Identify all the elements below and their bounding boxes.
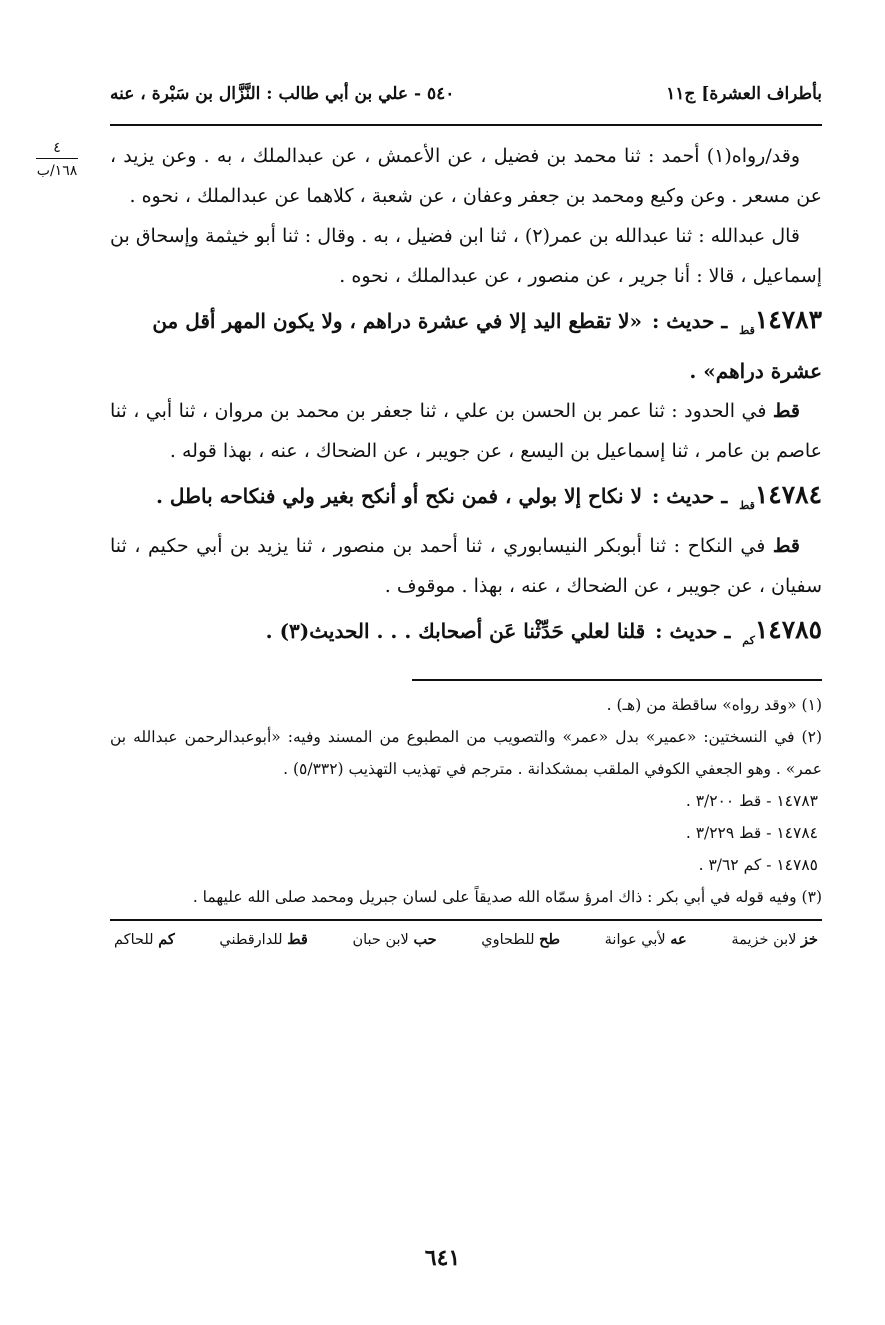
hadith-14783: [110, 300, 822, 391]
hadith-text: لا نكاح إلا بولي ، فمن نكح أو أنكح بغير ولي فنكاحه باطل .: [155, 484, 642, 508]
abbreviation-legend: [110, 921, 822, 948]
abbr-name: للدارقطني: [219, 932, 283, 948]
hadith-14784: [110, 475, 822, 526]
hadith-label: ـ حديث :: [651, 484, 728, 508]
header-section-title: ٥٤٠ - علي بن أبي طالب : النَّزَّال بن سَبْرة ، عنه: [110, 84, 455, 104]
abbr-name: لابن حبان: [352, 932, 409, 948]
running-header: [110, 70, 822, 124]
paragraph-1: وقد/رواه(١) أحمد : ثنا محمد بن فضيل ، عن الأعمش ، عن عبدالملك ، به . وعن يزيد ، عن مسعر . وعن وكيع ومحمد بن جعفر وعفان ، عن شعبة ، كلاهما عن عبدالملك ، نحوه .: [110, 145, 822, 207]
main-text: [110, 136, 822, 661]
abbr-code: طح: [539, 931, 561, 948]
hadith-14785: [110, 610, 822, 661]
footnote-rule: [412, 679, 822, 681]
hadith-label: ـ حديث :: [655, 619, 731, 643]
hadith-text: «لا تقطع اليد إلا في عشرة دراهم ، ولا يكون المهر أقل من عشرة دراهم» .: [152, 309, 822, 383]
footnote-ref-14785: ١٤٧٨٥ - كم ٣/٦٢ .: [698, 856, 818, 874]
footnote-ref-14783: ١٤٧٨٣ - قط ٣/٢٠٠ .: [685, 792, 818, 810]
abbr-name: لابن خزيمة: [731, 932, 797, 948]
hadith-source-tag: قط: [739, 499, 755, 512]
hadith-number: ١٤٧٨٣: [754, 305, 822, 334]
footnotes: [110, 689, 822, 913]
hadith-text: قلنا لعلي حَدِّثْنا عَن أصحابك . . . الحديث(٣) .: [265, 619, 646, 643]
abbr-item: [481, 931, 560, 948]
hadith-source-tag: كم: [742, 634, 755, 647]
margin-folio-note: [26, 140, 88, 179]
abbr-code: قط: [287, 931, 308, 948]
footnote-ref-14784: ١٤٧٨٤ - قط ٣/٢٢٩ .: [685, 824, 818, 842]
footnote-2: (٢) في النسختين: «عمير» بدل «عمر» والتصويب من المطبوع من المسند وفيه: «أبوعبدالرحمن عبدالله بن عمر» . وهو الجعفي الكوفي الملقب بمشكدانة . مترجم في تهذيب التهذيب (٥/٣٣٢) .: [110, 728, 822, 778]
abbr-name: للطحاوي: [481, 932, 535, 948]
page-number: ٦٤١: [424, 1245, 461, 1271]
source-abbrev: قط: [772, 535, 800, 557]
hadith-number: ١٤٧٨٥: [754, 615, 822, 644]
hadith-number: ١٤٧٨٤: [754, 480, 822, 509]
footnote-1: (١) «وقد رواه» ساقطة من (هـ) .: [606, 696, 822, 714]
page: [110, 70, 822, 948]
paragraph-4-text: في النكاح : ثنا أبوبكر النيسابوري ، ثنا أحمد بن منصور ، ثنا يزيد بن أبي حكيم ، ثنا سفيان ، عن جويبر ، عن الضحاك ، عنه ، بهذا . موقوف .: [110, 535, 822, 597]
hadith-source-tag: قط: [739, 324, 755, 337]
abbr-name: لأبي عوانة: [604, 932, 666, 948]
abbr-item: [219, 931, 307, 948]
abbr-item: [731, 931, 818, 948]
abbr-item: [114, 931, 175, 948]
source-abbrev: قط: [772, 400, 800, 422]
abbr-code: حب: [413, 931, 437, 948]
header-book-title: بأطراف العشرة] ج١١: [666, 84, 822, 104]
margin-folio-bottom: ١٦٨/ب: [36, 163, 78, 179]
header-rule: [110, 124, 822, 126]
abbr-item: [605, 931, 687, 948]
abbr-code: كم: [158, 931, 175, 948]
paragraph-2: قال عبدالله : ثنا عبدالله بن عمر(٢) ، ثنا ابن فضيل ، به . وقال : ثنا أبو خيثمة وإسحاق بن إسماعيل ، قالا : أنا جرير ، عن منصور ، عن عبدالملك ، نحوه .: [110, 225, 822, 287]
footnote-3: (٣) وفيه قوله في أبي بكر : ذاك امرؤ سمّاه الله صديقاً على لسان جبريل ومحمد صلى الله عليهما .: [192, 888, 822, 906]
paragraph-3-text: في الحدود : ثنا عمر بن الحسن بن علي ، ثنا جعفر بن محمد بن مروان ، ثنا أبي ، ثنا عاصم بن عامر ، ثنا إسماعيل بن اليسع ، عن جويبر ، عن الضحاك ، عنه ، بهذا قوله .: [110, 400, 822, 462]
margin-folio-top: ٤: [36, 140, 78, 159]
paragraph-4: [110, 526, 822, 606]
abbr-code: عه: [670, 931, 687, 948]
hadith-label: ـ حديث :: [651, 309, 728, 333]
abbr-item: [352, 931, 436, 948]
abbr-name: للحاكم: [114, 932, 154, 948]
paragraph-3: [110, 391, 822, 471]
abbr-code: خز: [801, 931, 818, 948]
